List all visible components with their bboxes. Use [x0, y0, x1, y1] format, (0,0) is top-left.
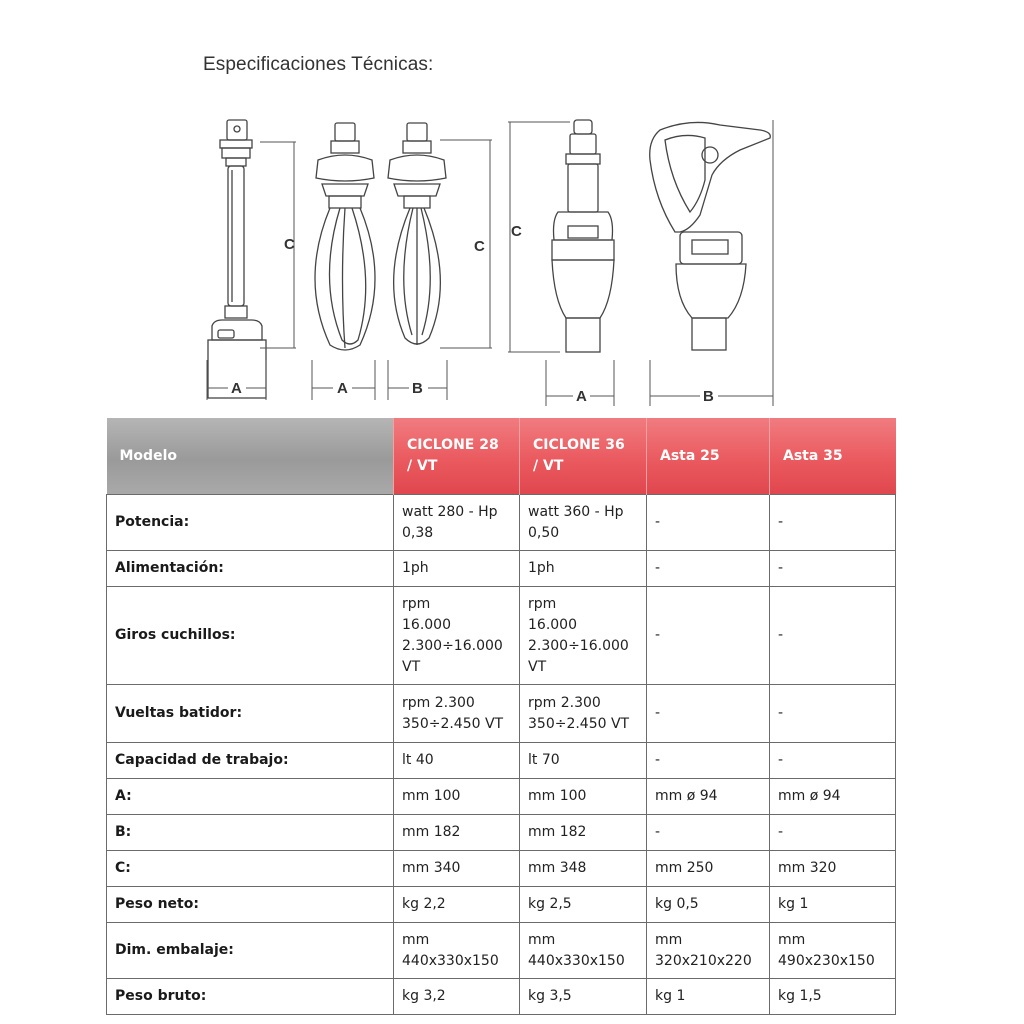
column-header: Asta 25 [647, 418, 770, 495]
table-row [107, 551, 896, 587]
cell-text: kg 1 [778, 896, 809, 912]
cell-text: 490x230x150 [778, 952, 875, 969]
cell-text: 0,38 [402, 524, 434, 541]
row-label: Capacidad de trabajo: [107, 743, 394, 779]
table-cell [520, 979, 647, 1015]
table-cell [520, 551, 647, 587]
table-cell [394, 685, 520, 743]
cell-text: 320x210x220 [655, 952, 752, 969]
spec-table [106, 418, 896, 1015]
cell-text: mm 100 [528, 788, 587, 804]
cell-text: watt 360 - Hp [528, 503, 624, 520]
motor-side-drawing [650, 122, 771, 350]
table-cell [647, 495, 770, 551]
table-cell [770, 887, 896, 923]
table-cell [647, 587, 770, 685]
cell-text: watt 280 - Hp [402, 503, 498, 520]
cell-text: mm 182 [528, 824, 587, 840]
row-label: Peso bruto: [107, 979, 394, 1015]
row-label: Alimentación: [107, 551, 394, 587]
cell-text: mm ø 94 [655, 788, 718, 804]
table-cell [770, 979, 896, 1015]
cell-text: - [778, 560, 784, 576]
cell-text: lt 70 [528, 752, 560, 768]
cell-text: mm [528, 931, 556, 948]
dimension-label: C [511, 223, 522, 240]
table-cell [520, 743, 647, 779]
cell-text: - [778, 705, 784, 721]
cell-text: VT [528, 658, 547, 675]
cell-text: - [778, 752, 784, 768]
cell-text: rpm [402, 595, 431, 612]
row-label: Peso neto: [107, 887, 394, 923]
cell-text: kg 3,5 [528, 988, 572, 1004]
table-row [107, 685, 896, 743]
table-cell [770, 815, 896, 851]
table-cell [520, 815, 647, 851]
dimension-label: B [703, 388, 714, 405]
cell-text: - [655, 824, 661, 840]
cell-text: 1ph [528, 560, 555, 576]
table-row [107, 979, 896, 1015]
table-row [107, 587, 896, 685]
table-cell [647, 923, 770, 979]
row-label: Potencia: [107, 495, 394, 551]
table-cell [394, 587, 520, 685]
table-cell [394, 815, 520, 851]
cell-text: mm 340 [402, 860, 461, 876]
blender-stick-drawing [208, 120, 266, 398]
cell-text: mm 182 [402, 824, 461, 840]
cell-text: - [778, 514, 784, 530]
cell-text: kg 2,5 [528, 896, 572, 912]
cell-text: mm 320 [778, 860, 837, 876]
table-row [107, 887, 896, 923]
table-cell [770, 685, 896, 743]
table-cell [770, 551, 896, 587]
cell-text: - [655, 627, 661, 643]
row-label: Vueltas batidor: [107, 685, 394, 743]
row-label: A: [107, 779, 394, 815]
dimension-label: C [284, 236, 295, 253]
table-cell [520, 851, 647, 887]
motor-body-drawing [552, 120, 614, 352]
cell-text: 350÷2.450 VT [528, 715, 630, 732]
cell-text: 2.300÷16.000 [402, 637, 503, 654]
cell-text: 0,50 [528, 524, 560, 541]
table-cell [770, 779, 896, 815]
cell-text: lt 40 [402, 752, 434, 768]
technical-drawings [0, 0, 1024, 420]
cell-text: rpm 2.300 [402, 694, 475, 711]
cell-text: mm 100 [402, 788, 461, 804]
table-cell [520, 779, 647, 815]
table-cell [394, 851, 520, 887]
table-cell [520, 887, 647, 923]
table-row [107, 743, 896, 779]
table-cell [394, 887, 520, 923]
column-header: Modelo [107, 418, 394, 495]
cell-text: kg 1 [655, 988, 686, 1004]
table-cell [770, 923, 896, 979]
table-cell [520, 495, 647, 551]
table-cell [647, 743, 770, 779]
cell-text: 350÷2.450 VT [402, 715, 504, 732]
table-row [107, 779, 896, 815]
cell-text: 2.300÷16.000 [528, 637, 629, 654]
table-cell [770, 743, 896, 779]
cell-text: mm 348 [528, 860, 587, 876]
table-cell [647, 685, 770, 743]
cell-text: - [655, 514, 661, 530]
cell-text: rpm 2.300 [528, 694, 601, 711]
table-cell [770, 587, 896, 685]
column-header: CICLONE 28 / VT [394, 418, 520, 495]
cell-text: kg 3,2 [402, 988, 446, 1004]
table-cell [520, 923, 647, 979]
dimension-label: A [576, 388, 587, 405]
column-header: CICLONE 36 / VT [520, 418, 647, 495]
table-cell [394, 979, 520, 1015]
table-cell [770, 851, 896, 887]
cell-text: 16.000 [528, 616, 577, 633]
row-label: C: [107, 851, 394, 887]
cell-text: VT [402, 658, 421, 675]
dimension-label: B [412, 380, 423, 397]
cell-text: kg 2,2 [402, 896, 446, 912]
table-row [107, 815, 896, 851]
table-cell [647, 979, 770, 1015]
table-cell [394, 551, 520, 587]
table-body [107, 495, 896, 1015]
cell-text: - [655, 752, 661, 768]
table-cell [394, 743, 520, 779]
cell-text: mm [778, 931, 806, 948]
row-label: Giros cuchillos: [107, 587, 394, 685]
cell-text: 16.000 [402, 616, 451, 633]
column-header: Asta 35 [770, 418, 896, 495]
cell-text: mm [655, 931, 683, 948]
table-header-row [107, 418, 896, 495]
table-cell [647, 815, 770, 851]
dimension-label: A [337, 380, 348, 397]
table-cell [770, 495, 896, 551]
cell-text: kg 0,5 [655, 896, 699, 912]
table-cell [394, 495, 520, 551]
cell-text: - [778, 824, 784, 840]
table-cell [647, 551, 770, 587]
table-cell [647, 851, 770, 887]
cell-text: mm ø 94 [778, 788, 841, 804]
table-row [107, 851, 896, 887]
cell-text: rpm [528, 595, 557, 612]
table-cell [520, 685, 647, 743]
cell-text: 440x330x150 [402, 952, 499, 969]
cell-text: 440x330x150 [528, 952, 625, 969]
table-cell [394, 779, 520, 815]
dimension-label: C [474, 238, 485, 255]
whisk-drawing-a [315, 123, 375, 350]
table-cell [394, 923, 520, 979]
table-cell [520, 587, 647, 685]
cell-text: mm [402, 931, 430, 948]
cell-text: mm 250 [655, 860, 714, 876]
whisk-drawing-b [388, 123, 446, 345]
page-title: Especificaciones Técnicas: [203, 54, 434, 75]
row-label: Dim. embalaje: [107, 923, 394, 979]
dimension-label: A [231, 380, 242, 397]
table-cell [647, 779, 770, 815]
cell-text: - [778, 627, 784, 643]
row-label: B: [107, 815, 394, 851]
table-row [107, 923, 896, 979]
cell-text: kg 1,5 [778, 988, 822, 1004]
table-row [107, 495, 896, 551]
cell-text: 1ph [402, 560, 429, 576]
cell-text: - [655, 560, 661, 576]
cell-text: - [655, 705, 661, 721]
table-cell [647, 887, 770, 923]
